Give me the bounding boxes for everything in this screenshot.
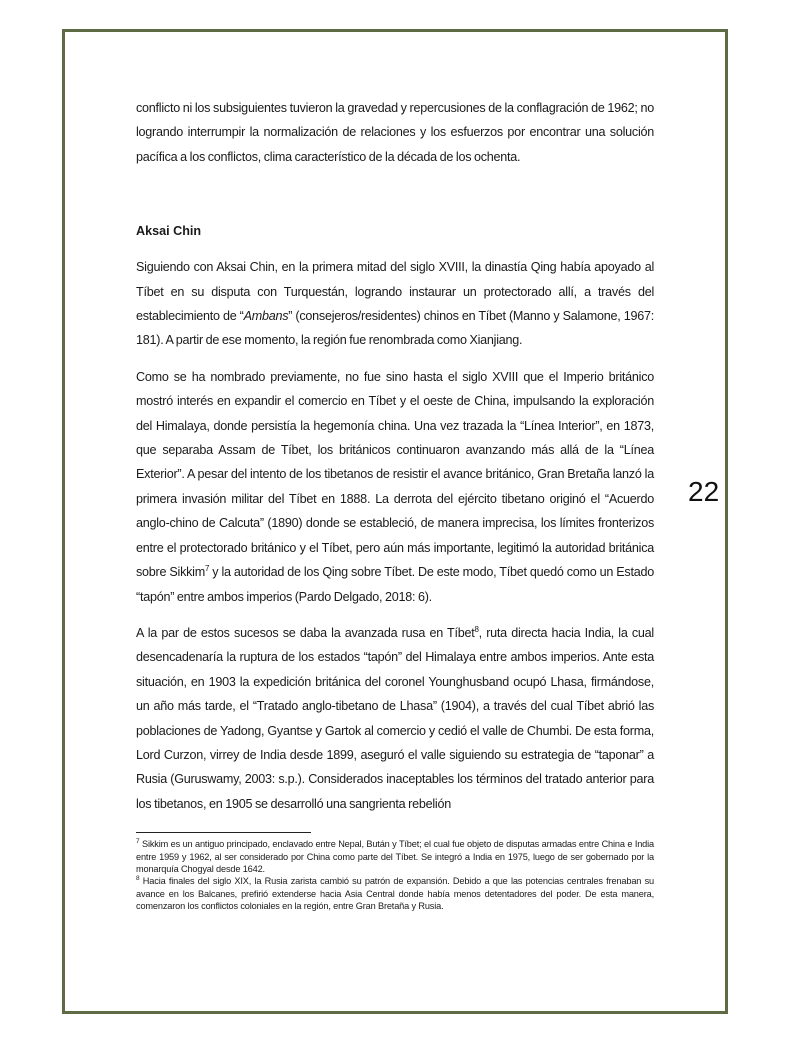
footnote-separator [136, 832, 311, 833]
footnote-number: 7 [136, 838, 140, 846]
footnote-number: 8 [136, 875, 140, 883]
paragraph-aksai-chin [136, 255, 654, 353]
footnote-text: Hacia finales del siglo XIX, la Rusia zarista cambió su patrón de expansión. Debido a que las potencias centrales frenaban su avance en los Balcanes, prefirió extenderse hacia Asia Central donde había menos detentadores del poder. De esta manera, comenzaron los conflictos coloniales en la región, entre Gran Bretaña y Rusia. [136, 876, 654, 912]
paragraph-text: Como se ha nombrado previamente, no fue sino hasta el siglo XVIII que el Imperio británico mostró interés en expandir el comercio en Tíbet y el oeste de China, impulsando la exploración del Himalaya, donde persistía la hegemonía china. Una vez trazada la “Línea Interior”, en 1873, que separaba Assam de Tíbet, los británicos continuaron avanzando más allá de la “Línea Exterior”. A pesar del intento de los tibetanos de resistir el avance británico, Gran Bretaña lanzó la primera invasión militar del Tíbet en 1888. La derrota del ejército tibetano originó el “Acuerdo anglo-chino de Calcuta” (1890) donde se estableció, de manera imprecisa, los límites fronterizos entre el protectorado británico y el Tíbet, pero aún más importante, legitimó la autoridad británica sobre Sikkim [136, 369, 654, 580]
paragraph-text: , ruta directa hacia India, la cual desencadenaría la ruptura de los estados “tapón” del Himalaya entre ambos imperios. Ante esta situación, en 1903 la expedición británica del coronel Younghusband ocupó Lhasa, firmándose, un año más tarde, el “Tratado anglo-tibetano de Lhasa” (1904), a través del cual Tíbet abrió las poblaciones de Yadong, Gyantse y Gartok al comercio y cedió el valle de Chumbi. De esta forma, Lord Curzon, virrey de India desde 1899, aseguró el valle siguiendo su estrategia de “taponar” a Rusia (Guruswamy, 2003: s.p.). Considerados inaceptables los términos del tratado anterior para los tibetanos, en 1905 se desarrolló una sangrienta rebelión [136, 625, 654, 811]
paragraph-text: A la par de estos sucesos se daba la avanzada rusa en Tíbet [136, 625, 475, 640]
section-heading: Aksai Chin [136, 224, 202, 239]
page-column [136, 32, 654, 913]
footnotes [136, 838, 654, 912]
footnote-8 [136, 875, 654, 912]
paragraph-text: Siguiendo con Aksai Chin, en la primera mitad del siglo XVIII, la dinastía Qing había apoyado al Tíbet en su disputa con Turquestán, logrando instaurar un protectorado allí, a través del establecimiento de “ [136, 260, 654, 324]
footnote-7 [136, 838, 654, 875]
footnote-text: Sikkim es un antiguo principado, enclavado entre Nepal, Bután y Tíbet; el cual fue objeto de disputas armadas entre China e India entre 1959 y 1962, al ser considerado por China como parte del Tíbet. Se integró a India en 1975, luego de ser gobernado por la monarquía Chogyal desde 1642. [136, 839, 654, 874]
page-number: 22 [688, 476, 720, 507]
footnote-ref-7[interactable]: 7 [204, 563, 210, 573]
italic-term: Ambans [243, 309, 289, 324]
paragraph-british-empire [136, 365, 654, 609]
paragraph-russian-advance [136, 621, 654, 816]
footnote-ref-8[interactable]: 8 [474, 624, 479, 634]
page-border [62, 29, 728, 1014]
paragraph-intro: conflicto ni los subsiguientes tuvieron la gravedad y repercusiones de la conflagración de 1962; no logrando interrumpir la normalización de relaciones y los esfuerzos por encontrar una solución pacífica a los conflictos, clima característico de la década de los ochenta. [136, 101, 654, 164]
paragraph-text: y la autoridad de los Qing sobre Tíbet. De este modo, Tíbet quedó como un Estado “tapón” entre ambos imperios (Pardo Delgado, 2018: 6). [136, 565, 654, 604]
body-text [136, 96, 654, 816]
paragraph-text: ” (consejeros/residentes) chinos en Tíbet (Manno y Salamone, 1967: 181). A partir de ese momento, la región fue renombrada como Xianjiang. [136, 309, 654, 348]
